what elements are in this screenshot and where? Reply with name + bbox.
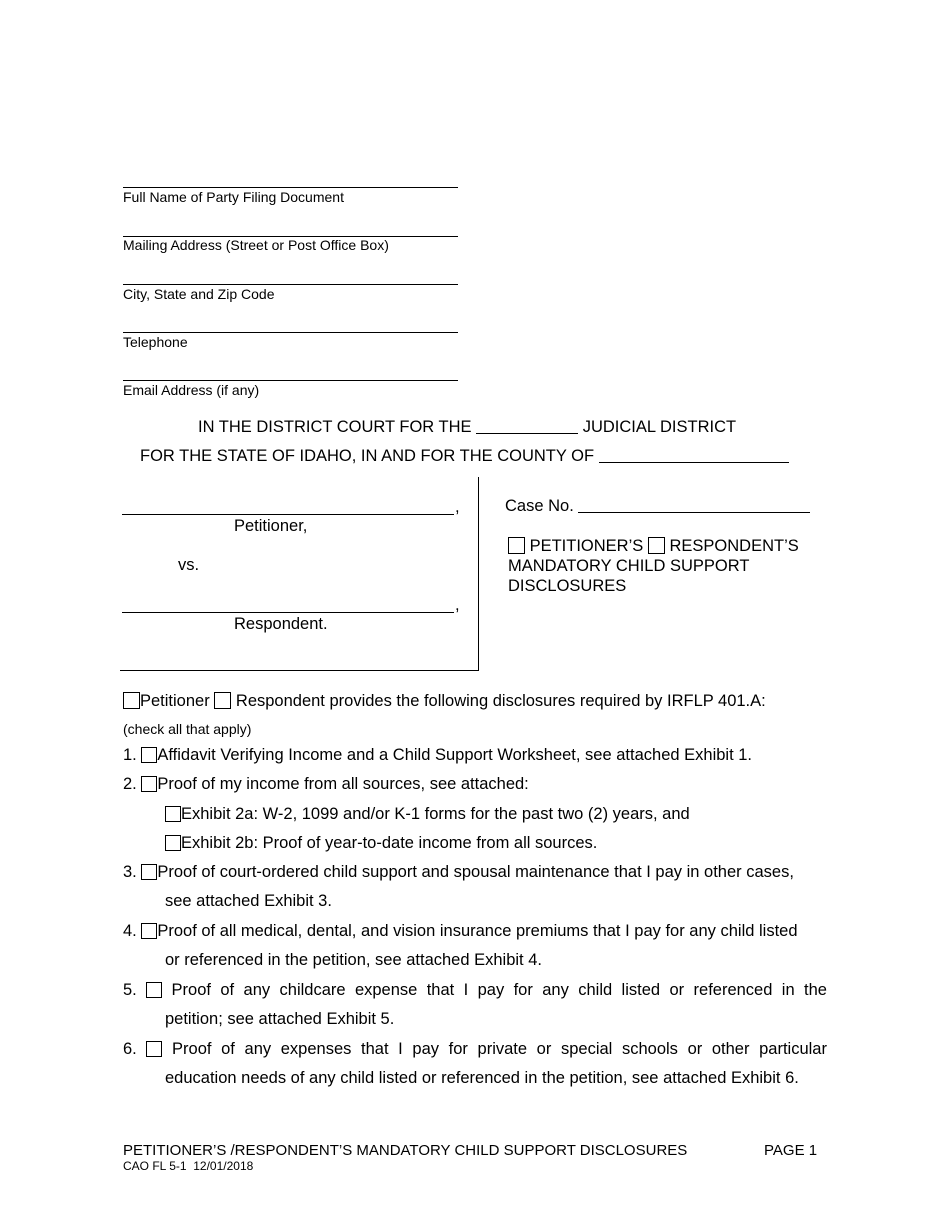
case-number-row — [505, 497, 810, 516]
intro-respondent-checkbox[interactable] — [214, 692, 231, 709]
item-number: 3. — [123, 863, 137, 881]
case-number-label: Case No. — [505, 497, 574, 515]
item-text: Affidavit Verifying Income and a Child Support Worksheet, see attached Exhibit 1. — [157, 746, 753, 764]
check-all-note: (check all that apply) — [123, 721, 252, 737]
respondent-title-checkbox[interactable] — [648, 537, 665, 554]
document-title-line3: DISCLOSURES — [508, 577, 627, 595]
item-number: 2. — [123, 775, 137, 793]
judicial-district-blank[interactable] — [476, 433, 578, 434]
county-blank[interactable] — [599, 462, 789, 463]
respondent-label: Respondent. — [234, 615, 328, 633]
item-checkbox[interactable] — [165, 835, 181, 851]
item-checkbox[interactable] — [141, 923, 157, 939]
item-text: Proof of court-ordered child support and spousal maintenance that I pay in other cases, — [157, 863, 794, 881]
petitioner-name-line[interactable] — [122, 514, 454, 515]
footer-form-id: CAO FL 5-1 12/01/2018 — [123, 1159, 254, 1173]
item-continuation: see attached Exhibit 3. — [165, 892, 332, 910]
item-text: Exhibit 2b: Proof of year-to-date income from all sources. — [181, 834, 598, 852]
intro-text: Respondent provides the following disclosures required by IRFLP 401.A: — [235, 692, 766, 710]
mailing-address-label: Mailing Address (Street or Post Office Box) — [123, 237, 389, 253]
footer-title: PETITIONER’S /RESPONDENT’S MANDATORY CHILD SUPPORT DISCLOSURES — [123, 1142, 688, 1159]
item-number: 1. — [123, 746, 137, 764]
list-item — [165, 834, 597, 853]
court-heading-b: JUDICIAL DISTRICT — [582, 418, 737, 436]
intro-petitioner-checkbox[interactable] — [123, 692, 140, 709]
petitioner-label: Petitioner, — [234, 517, 308, 535]
court-heading-line1 — [198, 418, 736, 437]
item-text: Proof of any expenses that I pay for private or special schools or other particular — [172, 1040, 827, 1058]
petitioner-title-checkbox[interactable] — [508, 537, 525, 554]
email-line[interactable] — [123, 380, 458, 381]
title-respondent: RESPONDENT’S — [669, 537, 799, 555]
respondent-name-line[interactable] — [122, 612, 454, 613]
list-item — [123, 775, 529, 794]
title-petitioner: PETITIONER’S — [529, 537, 644, 555]
item-number: 4. — [123, 922, 137, 940]
respondent-comma: , — [455, 596, 460, 614]
list-item — [123, 1040, 827, 1059]
item-number: 6. — [123, 1040, 137, 1058]
footer-page: PAGE 1 — [764, 1142, 818, 1159]
list-item — [123, 922, 798, 941]
list-item — [123, 981, 827, 1000]
item-checkbox[interactable] — [146, 1041, 162, 1057]
item-checkbox[interactable] — [141, 776, 157, 792]
item-continuation: petition; see attached Exhibit 5. — [165, 1010, 395, 1028]
list-item — [165, 805, 690, 824]
item-text: Exhibit 2a: W-2, 1099 and/or K-1 forms for the past two (2) years, and — [181, 805, 690, 823]
document-title-line1 — [508, 536, 799, 556]
document-title — [508, 536, 799, 596]
item-text: Proof of any childcare expense that I pay for any child listed or referenced in the — [171, 981, 827, 999]
item-checkbox[interactable] — [141, 864, 157, 880]
telephone-label: Telephone — [123, 334, 188, 350]
case-number-blank[interactable] — [578, 512, 810, 513]
petitioner-comma: , — [455, 498, 460, 516]
item-checkbox[interactable] — [146, 982, 162, 998]
intro-line — [123, 692, 766, 711]
item-text: Proof of my income from all sources, see attached: — [157, 775, 529, 793]
intro-petitioner: Petitioner — [140, 692, 210, 710]
item-checkbox[interactable] — [141, 747, 157, 763]
item-number: 5. — [123, 981, 137, 999]
telephone-line[interactable] — [123, 332, 458, 333]
full-name-line[interactable] — [123, 187, 458, 188]
caption-divider — [478, 477, 479, 671]
vs-label: vs. — [178, 556, 200, 574]
city-state-zip-line[interactable] — [123, 284, 458, 285]
court-heading-line2 — [140, 447, 789, 466]
item-text: Proof of all medical, dental, and vision insurance premiums that I pay for any child listed — [157, 922, 798, 940]
caption-bottom-border — [120, 670, 479, 671]
document-title-line2: MANDATORY CHILD SUPPORT — [508, 557, 750, 575]
full-name-label: Full Name of Party Filing Document — [123, 189, 344, 205]
court-heading-county: FOR THE STATE OF IDAHO, IN AND FOR THE COUNTY OF — [140, 447, 595, 465]
item-continuation: or referenced in the petition, see attached Exhibit 4. — [165, 951, 542, 969]
court-heading-a: IN THE DISTRICT COURT FOR THE — [198, 418, 472, 436]
city-state-zip-label: City, State and Zip Code — [123, 286, 275, 302]
item-checkbox[interactable] — [165, 806, 181, 822]
item-continuation: education needs of any child listed or referenced in the petition, see attached Exhibit 6. — [165, 1069, 799, 1087]
list-item — [123, 863, 794, 882]
list-item — [123, 746, 752, 765]
email-label: Email Address (if any) — [123, 382, 260, 398]
